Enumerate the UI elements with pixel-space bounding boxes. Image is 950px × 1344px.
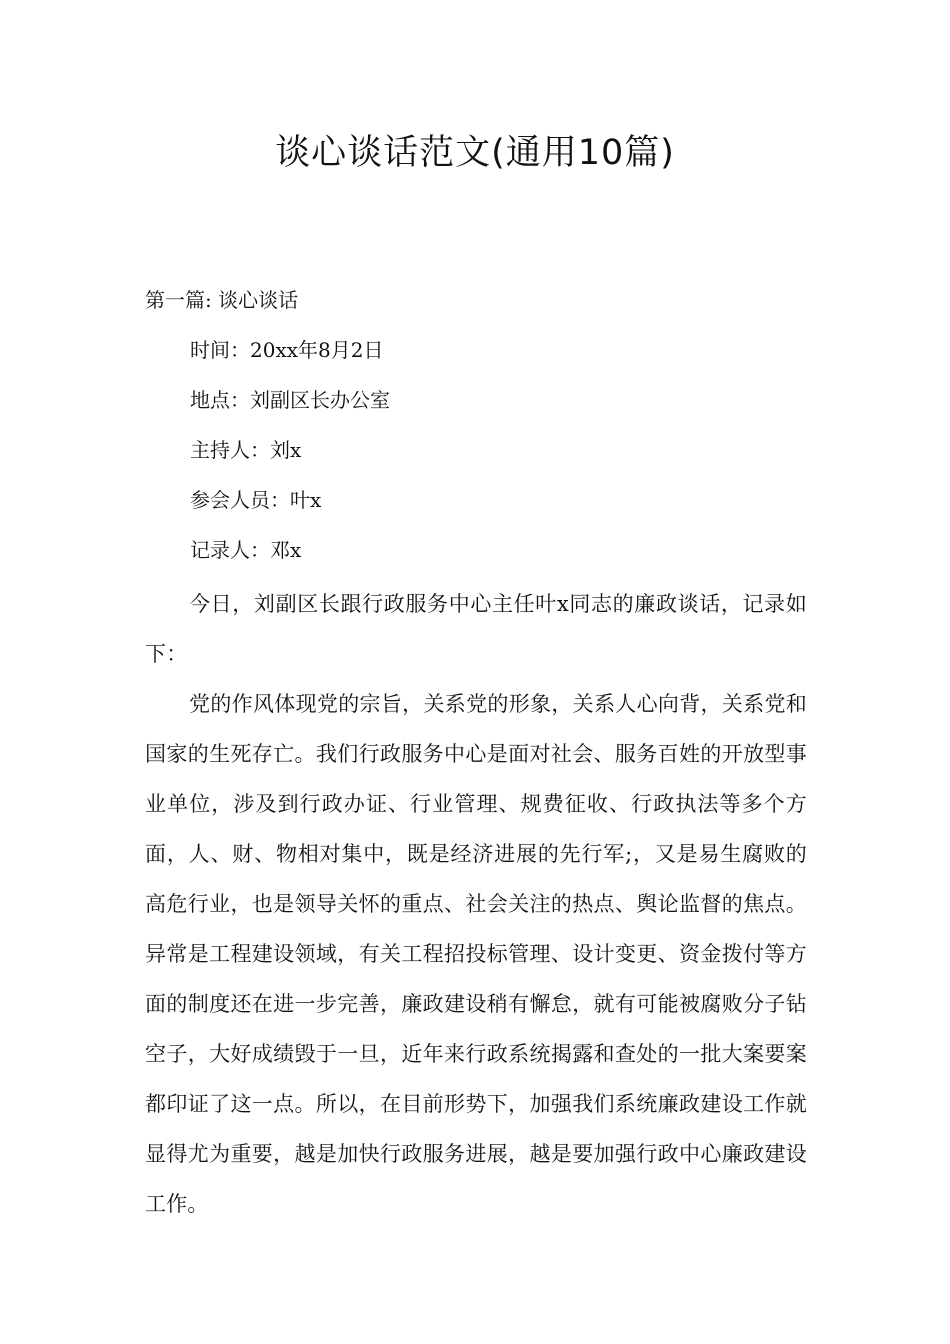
meeting-time: 时间：20xx年8月2日	[190, 338, 384, 362]
meeting-host: 主持人：刘x	[190, 438, 302, 462]
section-heading: 第一篇: 谈心谈话	[145, 288, 299, 312]
meeting-attendees: 参会人员：叶x	[190, 488, 322, 512]
document-title: 谈心谈话范文(通用10篇)	[275, 133, 675, 173]
meeting-location: 地点：刘副区长办公室	[190, 388, 390, 412]
body-paragraph-main: 党的作风体现党的宗旨，关系党的形象，关系人心向背，关系党和国家的生死存亡。我们行政服务中心是面对社会、服务百姓的开放型事业单位，涉及到行政办证、行业管理、规费征收、行政执法等多个方面，人、财、物相对集中，既是经济进展的先行军;，又是易生腐败的高危行业，也是领导关怀的重点、社会关注的热点、舆论监督的焦点。异常是工程建设领域，有关工程招投标管理、设计变更、资金拨付等方面的制度还在进一步完善，廉政建设稍有懈怠，就有可能被腐败分子钻空子，大好成绩毁于一旦，近年来行政系统揭露和查处的一批大案要案都印证了这一点。所以，在目前形势下，加强我们系统廉政建设工作就显得尤为重要，越是加快行政服务进展，越是要加强行政中心廉政建设工作。	[145, 692, 807, 1216]
meeting-recorder: 记录人：邓x	[190, 538, 302, 562]
body-paragraph-intro: 今日，刘副区长跟行政服务中心主任叶x同志的廉政谈话，记录如下：	[145, 592, 807, 666]
